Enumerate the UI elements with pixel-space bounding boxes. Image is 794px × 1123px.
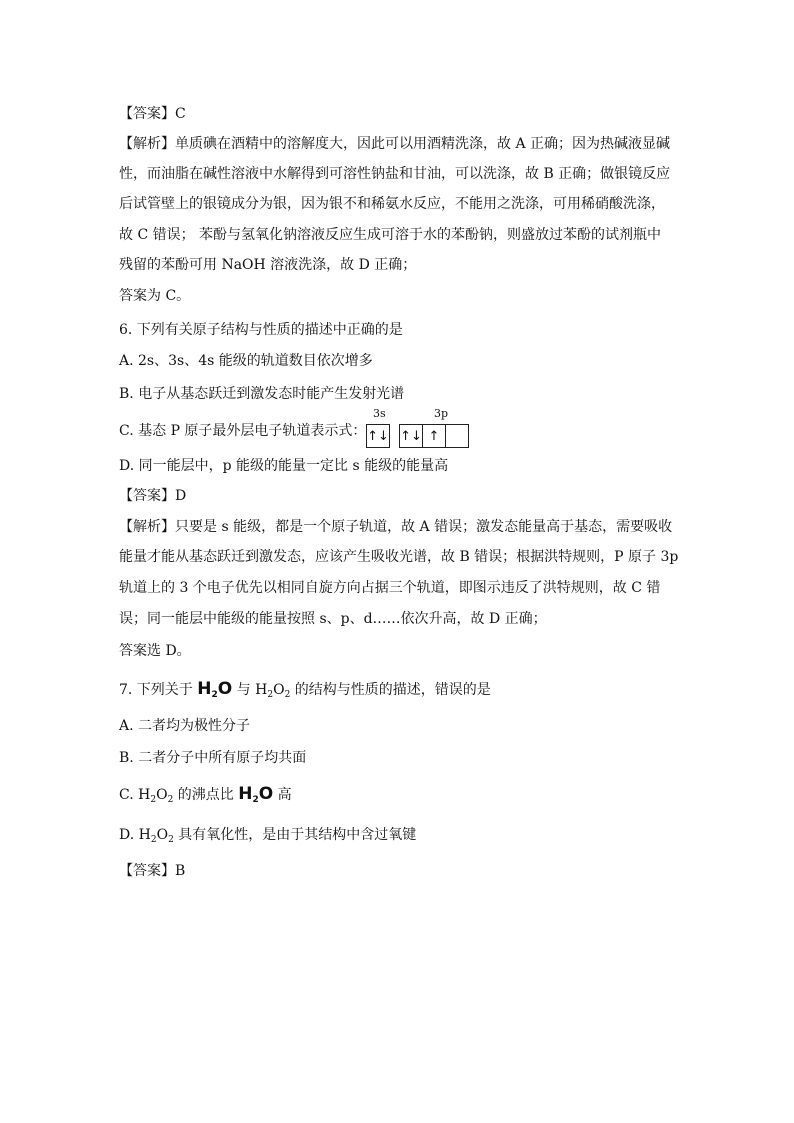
formula-h2o-c-sub: 2 [252,795,259,805]
formula-h2o2-c-o: O [156,787,168,803]
formula-h2o2-sub2: 2 [284,690,291,700]
question-7-option-c-mid: 的沸点比 [173,787,239,803]
formula-h2o-h: H [197,679,212,699]
question-7-option-a: A. 二者均为极性分子 [119,718,251,734]
formula-h2o-c [238,784,273,804]
formula-h2o-sub: 2 [211,690,218,700]
question-7-stem [119,679,679,700]
explanation-q5-line4: 故 C 错误； 苯酚与氢氧化钠溶液反应生成可溶于水的苯酚钠，则盛放过苯酚的试剂瓶中 [119,227,662,243]
question-6-option-a: A. 2s、3s、4s 能级的轨道数目依次增多 [119,353,373,369]
orbital-3p-box-3 [446,425,468,447]
question-7-option-d-pre: D. [119,827,139,843]
formula-h2o-c-h: H [238,784,253,804]
question-7-option-b: B. 二者分子中所有原子均共面 [119,750,307,766]
question-6-stem: 6. 下列有关原子结构与性质的描述中正确的是 [119,322,403,338]
formula-h2o2-c-sub1: 2 [150,795,157,805]
summary-q6: 答案选 D。 [119,643,191,659]
formula-h2o-c-o: O [258,784,274,804]
question-6-option-d: D. 同一能层中，p 能级的能量一定比 s 能级的能量高 [119,458,449,474]
orbital-3p-boxes [399,424,469,448]
explanation-q5-line1: 【解析】单质碘在酒精中的溶解度大，因此可以用酒精洗涤，故 A 正确；因为热碱液显碱 [119,136,671,152]
question-6-option-b: B. 电子从基态跃迁到激发态时能产生发射光谱 [119,386,405,402]
explanation-q6-line4: 误；同一能层中能级的能量按照 s、p、d……依次升高，故 D 正确； [119,611,547,627]
orbital-3p-box-2: ↑ [423,425,446,447]
formula-h2o2-o: O [273,682,285,698]
orbital-3p-box-1: ↑↓ [400,425,423,447]
explanation-q6-line1: 【解析】只要是 s 能级，都是一个原子轨道，故 A 错误；激发态能量高于基态，需要吸收 [119,519,673,535]
orbital-3s-boxes [366,424,390,448]
explanation-q5-line3: 后试管壁上的银镜成分为银，因为银不和稀氨水反应，不能用之洗涤，可用稀硝酸洗涤， [119,196,665,212]
formula-h2o-o: O [217,679,233,699]
question-7-option-d-post: 具有氧化性，是由于其结构中含过氧键 [173,827,417,843]
question-7-stem-pre: 7. 下列关于 [119,682,198,698]
question-7-option-c-post: 高 [273,787,292,803]
formula-h2o2-c-sub2: 2 [167,795,174,805]
formula-h2o2-d-o: O [156,827,169,843]
question-7-stem-mid: 与 [232,682,256,698]
orbital-diagram [366,407,486,443]
question-7-stem-post: 的结构与性质的描述，错误的是 [290,682,491,698]
question-7-option-c-pre: C. [119,787,139,803]
formula-h2o2 [255,682,290,698]
summary-q5: 答案为 C。 [119,288,191,304]
question-7-option-c [119,784,679,805]
formula-h2o2-h: H [255,682,268,698]
answer-q6: 【答案】D [119,488,187,504]
formula-h2o [197,679,232,699]
answer-q5: 【答案】C [119,106,186,122]
explanation-q6-line3: 轨道上的 3 个电子优先以相同自旋方向占据三个轨道，即图示违反了洪特规则，故 C 错 [119,580,661,596]
formula-h2o2-d-sub2: 2 [168,835,174,845]
orbital-label-3p: 3p [434,407,449,420]
explanation-q5-line5: 残留的苯酚可用 NaOH 溶液洗涤，故 D 正确； [119,257,417,273]
explanation-q6-line2: 能量才能从基态跃迁到激发态，应该产生吸收光谱，故 B 错误；根据洪特规则，P 原子 3p [119,549,679,565]
question-6-option-c: C. 基态 P 原子最外层电子轨道表示式： [119,423,367,439]
orbital-3s-box: ↑↓ [367,428,389,444]
formula-h2o2-c [138,787,173,803]
formula-h2o2-sub1: 2 [267,690,274,700]
orbital-label-3s: 3s [373,407,386,420]
formula-h2o2-d-h: H [138,827,151,843]
explanation-q5-line2: 性，而油脂在碱性溶液中水解得到可溶性钠盐和甘油，可以洗涤，故 B 正确；做银镜反应 [119,166,671,182]
formula-h2o2-d [139,827,174,843]
formula-h2o2-d-sub1: 2 [150,835,157,845]
answer-q7: 【答案】B [119,863,186,879]
question-7-option-d [119,825,679,845]
formula-h2o2-c-h: H [138,787,151,803]
